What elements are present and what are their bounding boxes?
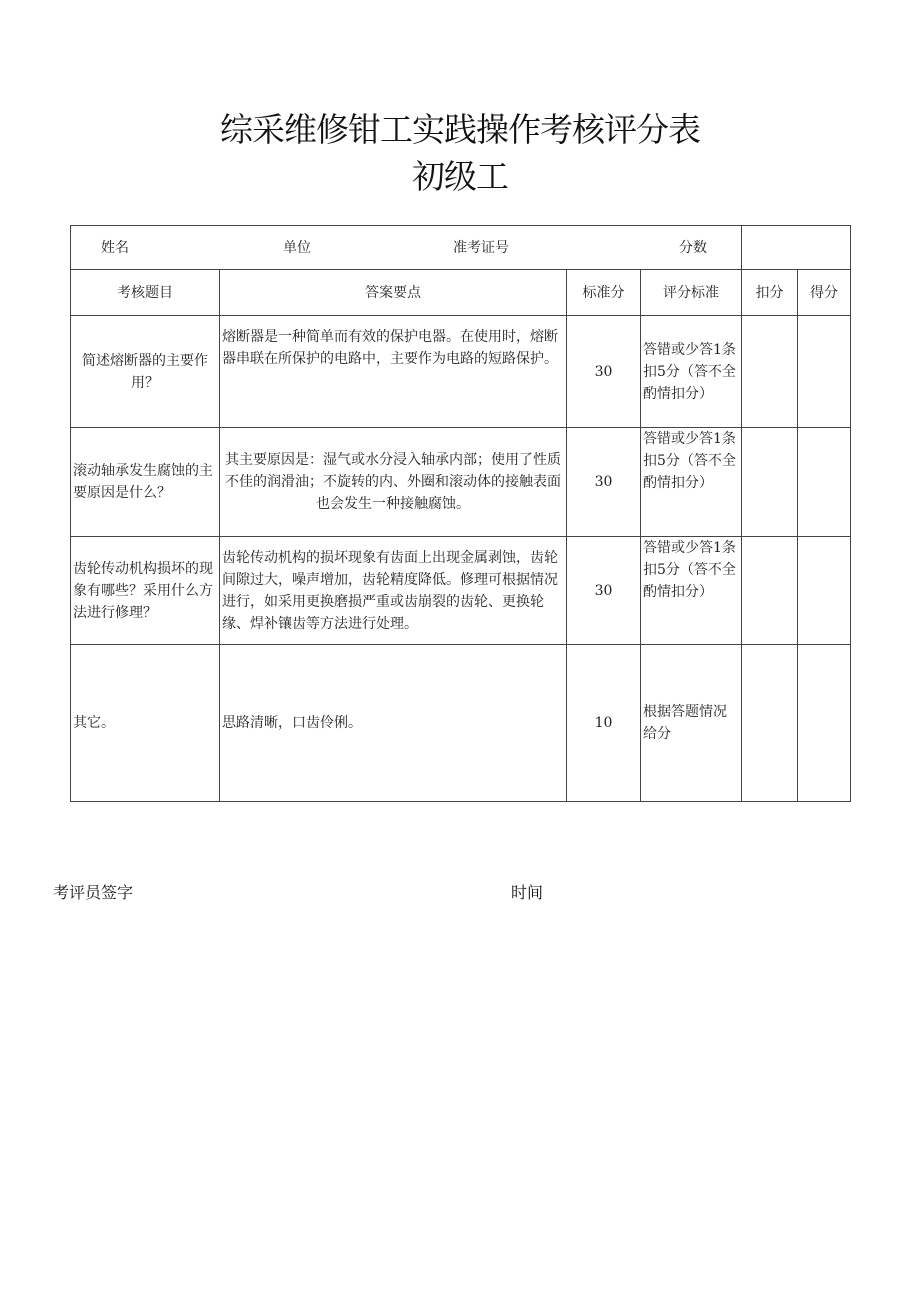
criteria-cell: 答错或少答1条扣5分（答不全酌情扣分）	[641, 537, 742, 645]
document-subtitle: 初级工	[412, 157, 508, 196]
criteria-cell: 答错或少答1条扣5分（答不全酌情扣分）	[641, 316, 742, 428]
info-cell	[71, 226, 742, 270]
score-cell: 30	[567, 537, 641, 645]
table-row	[71, 537, 851, 645]
table-row	[71, 645, 851, 802]
score-cell: 30	[567, 316, 641, 428]
earned-cell[interactable]	[798, 645, 851, 802]
col-question-header: 考核题目	[71, 270, 220, 316]
earned-cell[interactable]	[798, 537, 851, 645]
col-standard-score-header: 标准分	[567, 270, 641, 316]
criteria-cell: 答错或少答1条扣5分（答不全酌情扣分）	[641, 428, 742, 537]
document-title: 综采维修钳工实践操作考核评分表	[220, 110, 700, 149]
score-cell: 30	[567, 428, 641, 537]
info-row	[71, 226, 851, 270]
question-cell: 简述熔断器的主要作用？	[71, 316, 220, 428]
answer-cell: 齿轮传动机构的损坏现象有齿面上出现金属剥蚀，齿轮间隙过大，噪声增加，齿轮精度降低。修理可根据情况进行，如采用更换磨损严重或齿崩裂的齿轮、更换轮缘、焊补镶齿等方法进行处理。	[220, 537, 567, 645]
col-answer-header: 答案要点	[220, 270, 567, 316]
exam-id-label: 准考证号	[453, 240, 509, 256]
col-earned-header: 得分	[798, 270, 851, 316]
table-row	[71, 316, 851, 428]
name-label: 姓名	[101, 240, 129, 256]
answer-cell: 熔断器是一种简单而有效的保护电器。在使用时，熔断器串联在所保护的电路中，主要作为电路的短路保护。	[220, 316, 567, 428]
table-row	[71, 428, 851, 537]
deduct-cell[interactable]	[742, 645, 798, 802]
score-value-cell[interactable]	[742, 226, 851, 270]
score-label: 分数	[679, 240, 707, 256]
earned-cell[interactable]	[798, 316, 851, 428]
deduct-cell[interactable]	[742, 428, 798, 537]
column-header-row	[71, 270, 851, 316]
score-cell: 10	[567, 645, 641, 802]
answer-cell: 其主要原因是：湿气或水分浸入轴承内部；使用了性质不佳的润滑油；不旋转的内、外圈和滚动体的接触表面也会发生一种接触腐蚀。	[220, 428, 567, 537]
col-criteria-header: 评分标准	[641, 270, 742, 316]
question-cell: 齿轮传动机构损坏的现象有哪些？采用什么方法进行修理？	[71, 537, 220, 645]
deduct-cell[interactable]	[742, 537, 798, 645]
deduct-cell[interactable]	[742, 316, 798, 428]
time-label: 时间	[511, 883, 544, 902]
answer-cell: 思路清晰，口齿伶俐。	[220, 645, 567, 802]
col-deduct-header: 扣分	[742, 270, 798, 316]
question-cell: 其它。	[71, 645, 220, 802]
score-table	[70, 225, 851, 802]
question-cell: 滚动轴承发生腐蚀的主要原因是什么？	[71, 428, 220, 537]
criteria-cell: 根据答题情况给分	[641, 645, 742, 802]
examiner-signature-label: 考评员签字	[53, 883, 134, 902]
earned-cell[interactable]	[798, 428, 851, 537]
unit-label: 单位	[283, 240, 311, 256]
